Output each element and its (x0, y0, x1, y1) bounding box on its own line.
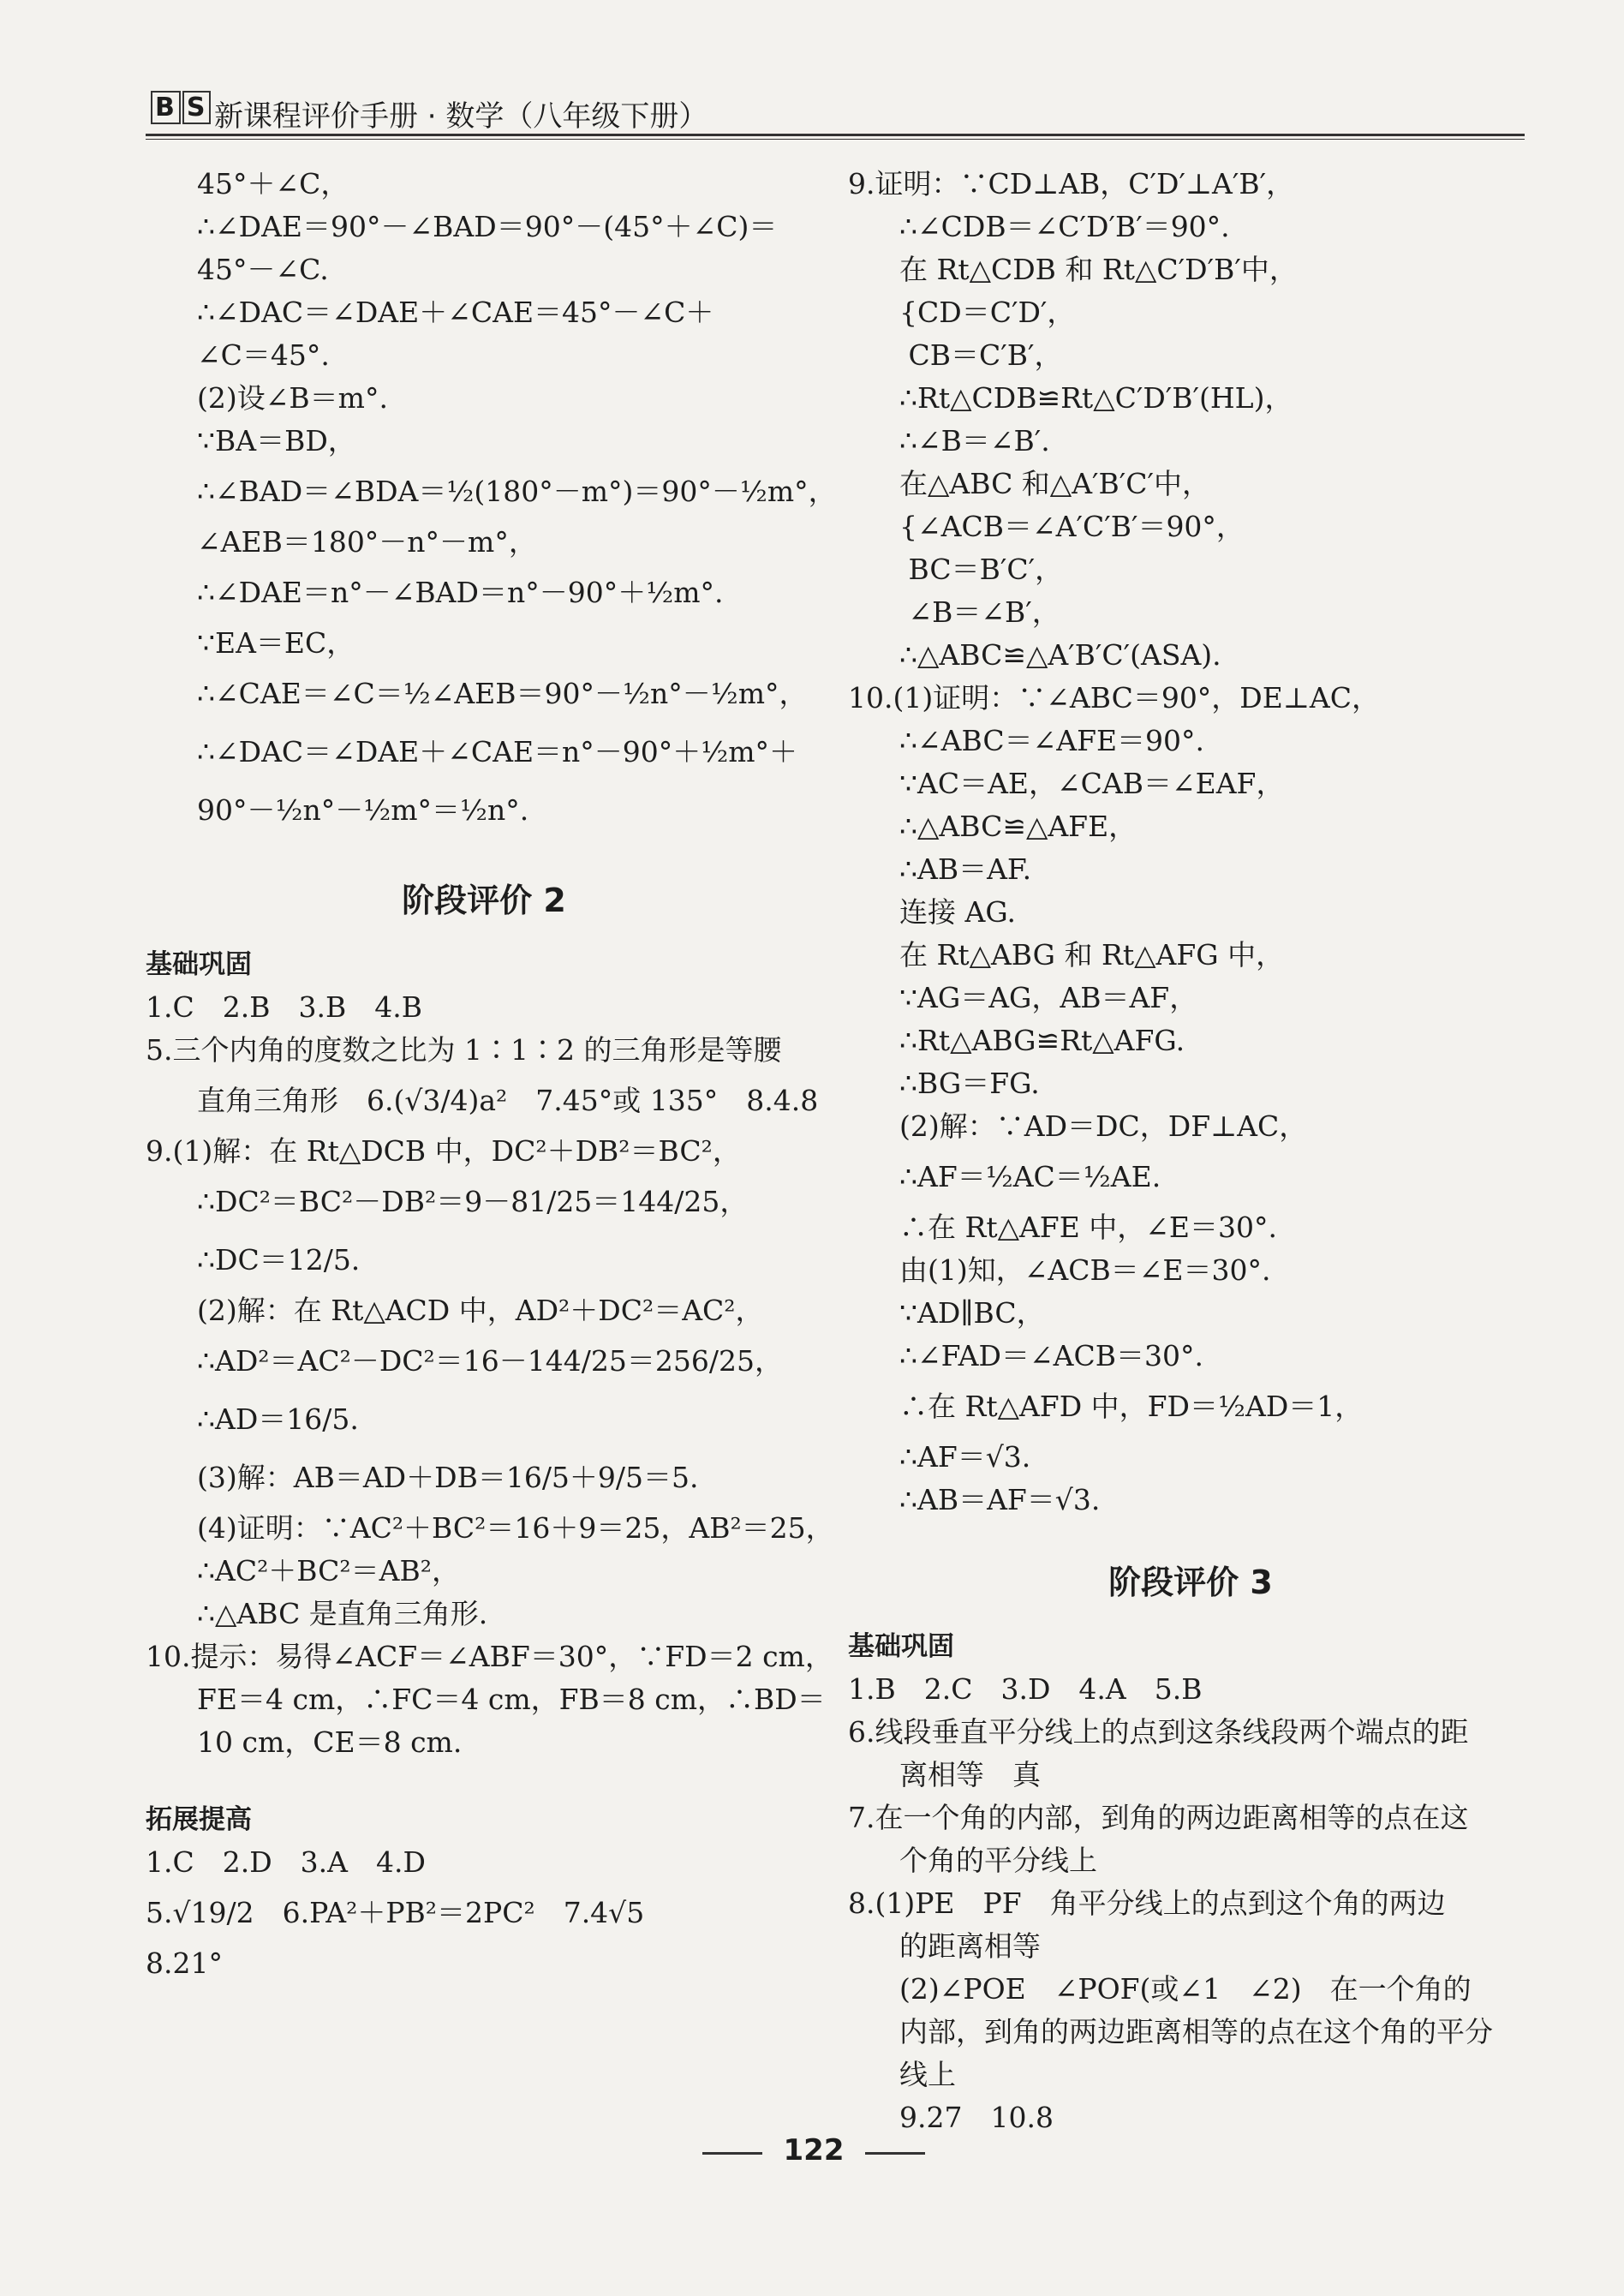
proof-line: ∴∠DAC＝∠DAE＋∠CAE＝n°－90°＋½m°＋ (197, 735, 798, 768)
page-header (146, 86, 1525, 137)
proof-line: 在 Rt△ABG 和 Rt△AFG 中， (899, 938, 1285, 972)
answer-line: 5.√19/2 6.PA²＋PB²＝2PC² 7.4√5 (146, 1896, 645, 1929)
answer-line: 直角三角形 6.(√3/4)a² 7.45°或 135° 8.4.8 (197, 1084, 819, 1117)
answer-line: 离相等 真 (899, 1758, 1041, 1791)
proof-line: ∴Rt△CDB≌Rt△C′D′B′(HL)， (899, 381, 1293, 415)
proof-line: ∴∠ABC＝∠AFE＝90°. (899, 724, 1205, 757)
answer-line: ∴AD＝16/5. (197, 1402, 359, 1436)
left-proof-lines (146, 163, 837, 840)
answer-line: 个角的平分线上 (899, 1844, 1097, 1877)
answer-line: ∴AD²＝AC²－DC²＝16－144/25＝256/25， (197, 1344, 783, 1378)
answer-line: 6.线段垂直平分线上的点到这条线段两个端点的距 (848, 1715, 1469, 1749)
bs-logo: B S (151, 93, 212, 123)
proof-line: 9.证明：∵CD⊥AB，C′D′⊥A′B′， (848, 167, 1295, 200)
proof-line: ∴∠CDB＝∠C′D′B′＝90°. (899, 210, 1230, 243)
proof-line: ∵AD∥BC， (899, 1296, 1045, 1330)
subhead-extension-2: 拓展提高 (146, 1804, 252, 1835)
answer-line: 1.C 2.D 3.A 4.D (146, 1845, 426, 1879)
subhead-basic-3: 基础巩固 (848, 1631, 954, 1662)
subhead-basic-2: 基础巩固 (146, 949, 252, 980)
answer-line: FE＝4 cm，∴FC＝4 cm，FB＝8 cm，∴BD＝ (197, 1683, 826, 1716)
proof-line: ∴∠B＝∠B′. (899, 424, 1050, 457)
proof-line: ∵AG＝AG，AB＝AF， (899, 981, 1198, 1014)
answer-line: 8.21° (146, 1946, 223, 1980)
proof-line: ∴AF＝½AC＝½AE. (899, 1160, 1161, 1193)
answer-line: 9.(1)解：在 Rt△DCB 中，DC²＋DB²＝BC²， (146, 1134, 741, 1168)
proof-line: ∴∠DAC＝∠DAE＋∠CAE＝45°－∠C＋ (197, 296, 714, 329)
answer-line: ∴DC²＝BC²－DB²＝9－81/25＝144/25， (197, 1185, 749, 1218)
answer-line: 的距离相等 (899, 1929, 1041, 1963)
answer-line: (2)∠POE ∠POF(或∠1 ∠2) 在一个角的 (899, 1972, 1472, 2006)
proof-line: 10.(1)证明：∵∠ABC＝90°，DE⊥AC， (848, 681, 1380, 715)
answer-line: 内部，到角的两边距离相等的点在这个角的平分 (899, 2015, 1493, 2048)
section2-basic-answers (146, 986, 834, 1764)
proof-line: ∴∠CAE＝∠C＝½∠AEB＝90°－½n°－½m°， (197, 677, 808, 710)
proof-line: CB＝C′B′， (899, 338, 1063, 372)
answer-line: ∴DC＝12/5. (197, 1243, 361, 1277)
proof-line: ∴AB＝AF. (899, 852, 1032, 886)
answer-line: 10.提示：易得∠ACF＝∠ABF＝30°，∵FD＝2 cm， (146, 1640, 833, 1673)
proof-line: ∴△ABC≌△AFE， (899, 810, 1137, 843)
right-column (848, 163, 1533, 2139)
answer-line: 1.C 2.B 3.B 4.B (146, 990, 422, 1024)
proof-line: 由(1)知，∠ACB＝∠E＝30°. (899, 1253, 1271, 1287)
right-proof-lines (848, 163, 1533, 1522)
answer-line: 7.在一个角的内部，到角的两边距离相等的点在这 (848, 1801, 1469, 1834)
proof-line: ∵BA＝BD， (197, 424, 356, 457)
section-title-3: 阶段评价 3 (1108, 1564, 1273, 1601)
proof-line: ∴AF＝√3. (899, 1440, 1031, 1474)
proof-line: ∴∠DAE＝n°－∠BAD＝n°－90°＋½m°. (197, 576, 724, 609)
answer-line: 10 cm，CE＝8 cm. (197, 1725, 463, 1759)
proof-line: ∴∠DAE＝90°－∠BAD＝90°－(45°＋∠C)＝ (197, 210, 778, 243)
answer-line: 5.三个内角的度数之比为 1∶1∶2 的三角形是等腰 (146, 1033, 782, 1067)
proof-line: ∵AC＝AE，∠CAB＝∠EAF， (899, 767, 1285, 800)
answer-line: 9.27 10.8 (899, 2101, 1054, 2134)
book-title: 新课程评价手册 · 数学（八年级下册） (214, 99, 708, 134)
proof-line: ∴在 Rt△AFD 中，FD＝½AD＝1， (899, 1390, 1364, 1423)
proof-line: ∴在 Rt△AFE 中，∠E＝30°. (899, 1211, 1278, 1244)
proof-line: BC＝B′C′， (899, 553, 1064, 586)
proof-line: ∴Rt△ABG≌Rt△AFG. (899, 1024, 1185, 1057)
header-rule-thin (146, 139, 1525, 140)
answer-line: 线上 (899, 2058, 956, 2091)
section3-answers (848, 1668, 1533, 2139)
proof-line: 连接 AG. (899, 895, 1016, 929)
proof-line: ∴△ABC≌△A′B′C′(ASA). (899, 638, 1221, 672)
proof-line: ∠AEB＝180°－n°－m°， (197, 525, 537, 559)
proof-line: 90°－½n°－½m°＝½n°. (197, 793, 529, 827)
proof-line: ∴AB＝AF＝√3. (899, 1483, 1101, 1516)
proof-line: ∠C＝45°. (197, 338, 330, 372)
proof-line: {∠ACB＝∠A′C′B′＝90°， (899, 510, 1245, 543)
answer-line: (2)解：在 Rt△ACD 中，AD²＋DC²＝AC²， (197, 1294, 764, 1327)
header-rule (146, 134, 1525, 136)
section2-extension-answers (146, 1841, 822, 1985)
section-title-2: 阶段评价 2 (402, 882, 566, 919)
proof-line: (2)解：∵AD＝DC，DF⊥AC， (899, 1109, 1308, 1143)
proof-line: 45°＋∠C， (197, 167, 349, 200)
proof-line: 45°－∠C. (197, 253, 329, 286)
proof-line: (2)设∠B＝m°. (197, 381, 388, 415)
answer-line: 1.B 2.C 3.D 4.A 5.B (848, 1672, 1203, 1706)
proof-line: ∴BG＝FG. (899, 1067, 1040, 1100)
left-column (146, 163, 837, 1985)
proof-line: 在 Rt△CDB 和 Rt△C′D′B′中， (899, 253, 1298, 286)
proof-line: ∴∠BAD＝∠BDA＝½(180°－m°)＝90°－½m°， (197, 475, 837, 508)
answer-line: 8.(1)PE PF 角平分线上的点到这个角的两边 (848, 1886, 1446, 1920)
page-number: 122 (702, 2133, 925, 2167)
proof-line: ∵EA＝EC， (197, 626, 355, 660)
answer-line: ∴AC²＋BC²＝AB²， (197, 1554, 460, 1587)
proof-line: ∴∠FAD＝∠ACB＝30°. (899, 1339, 1203, 1372)
answer-line: ∴△ABC 是直角三角形. (197, 1597, 488, 1630)
proof-line: {CD＝C′D′， (899, 296, 1076, 329)
answer-line: (4)证明：∵AC²＋BC²＝16＋9＝25，AB²＝25， (197, 1511, 834, 1545)
proof-line: 在△ABC 和△A′B′C′中， (899, 467, 1210, 500)
proof-line: ∠B＝∠B′， (899, 595, 1060, 629)
answer-line: (3)解：AB＝AD＋DB＝16/5＋9/5＝5. (197, 1461, 699, 1494)
